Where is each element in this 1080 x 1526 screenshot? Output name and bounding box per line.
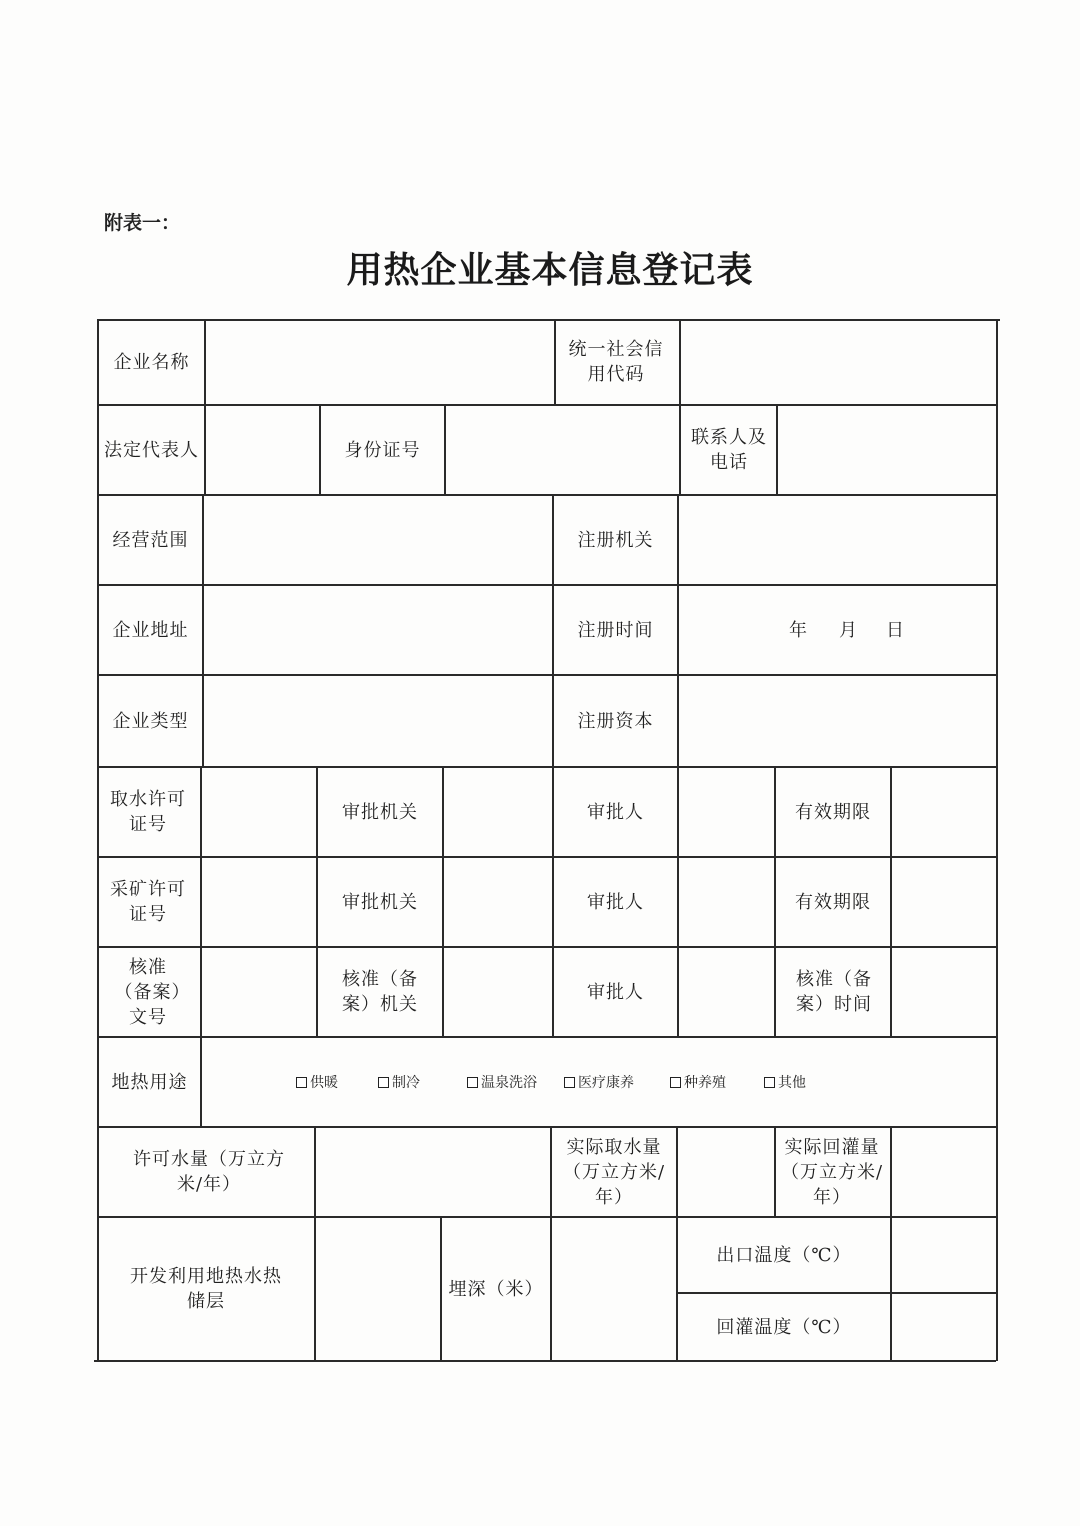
credit-code-value[interactable] (681, 320, 996, 404)
valid-period-value-1[interactable] (892, 768, 996, 856)
reg-time-value[interactable] (679, 586, 996, 674)
reg-authority-value[interactable] (679, 496, 996, 584)
approval-org-label: 核准（备案）机关 (342, 969, 418, 1015)
attachment-label: 附表一： (104, 212, 181, 234)
actual-intake-value[interactable] (678, 1128, 774, 1216)
business-scope-value[interactable] (204, 496, 552, 584)
approval-time-label: 核准（备案）时间 (796, 969, 872, 1015)
reinjection-temp-value[interactable] (892, 1294, 996, 1360)
company-name-value[interactable] (206, 320, 554, 404)
checkbox[interactable] (764, 1077, 775, 1088)
company-type-label: 企业类型 (112, 710, 189, 732)
valid-period-label-1: 有效期限 (795, 801, 871, 823)
credit-code-label: 统一社会信用代码 (568, 339, 664, 385)
approval-doc-value[interactable] (202, 948, 316, 1036)
contact-value[interactable] (778, 406, 996, 494)
approval-doc-label: 核准（备案）文号 (114, 956, 182, 1028)
border-right (996, 321, 998, 1361)
approver-label-3: 审批人 (587, 981, 644, 1003)
water-permit-label: 取水许可证号 (110, 789, 186, 835)
reservoir-value[interactable] (316, 1218, 440, 1360)
permitted-water-value[interactable] (316, 1128, 550, 1216)
reg-capital-value[interactable] (679, 676, 996, 766)
approver-label-1: 审批人 (587, 801, 644, 823)
col-divider (679, 404, 681, 495)
depth-value[interactable] (552, 1218, 676, 1360)
actual-intake-label: 实际取水量（万立方米/年） (562, 1136, 666, 1208)
reg-capital-label: 注册资本 (577, 710, 654, 732)
company-type-value[interactable] (204, 676, 552, 766)
valid-period-value-2[interactable] (892, 858, 996, 946)
use-option-medical[interactable]: 医疗康养 (564, 1072, 634, 1092)
approver-value-1[interactable] (679, 768, 774, 856)
form-title: 用热企业基本信息登记表 (346, 250, 754, 291)
actual-reinjection-value[interactable] (892, 1128, 996, 1216)
use-option-farming[interactable]: 种养殖 (670, 1072, 726, 1092)
depth-label: 埋深（米） (448, 1278, 544, 1300)
checkbox[interactable] (670, 1077, 681, 1088)
checkbox[interactable] (467, 1077, 478, 1088)
year-label: 年 (789, 619, 808, 641)
actual-reinjection-label: 实际回灌量（万立方米/年） (780, 1136, 884, 1208)
col-divider (550, 1126, 552, 1216)
address-value[interactable] (204, 586, 552, 674)
approver-value-3[interactable] (679, 948, 774, 1036)
address-label: 企业地址 (112, 619, 189, 641)
mining-permit-value[interactable] (202, 858, 316, 946)
approver-value-2[interactable] (679, 858, 774, 946)
reinjection-temp-label: 回灌温度（℃） (716, 1316, 852, 1338)
mining-permit-label: 采矿许可证号 (110, 879, 186, 925)
approval-authority-label-2: 审批机关 (342, 891, 418, 913)
valid-period-label-2: 有效期限 (795, 891, 871, 913)
use-option-hotspring[interactable]: 温泉洗浴 (467, 1072, 537, 1092)
border-bottom (94, 1360, 996, 1362)
col-divider (200, 1036, 202, 1126)
legal-rep-label: 法定代表人 (104, 439, 199, 461)
geothermal-use-label: 地热用途 (111, 1071, 188, 1093)
contact-label: 联系人及电话 (691, 427, 767, 473)
col-divider (554, 319, 556, 405)
use-option-other[interactable]: 其他 (764, 1072, 806, 1092)
use-option-cooling[interactable]: 制冷 (378, 1072, 420, 1092)
approval-authority-label-1: 审批机关 (342, 801, 418, 823)
id-number-label: 身份证号 (344, 439, 421, 461)
approval-org-value[interactable] (444, 948, 552, 1036)
reservoir-label: 开发利用地热水热储层 (130, 1266, 282, 1312)
use-option-heating[interactable]: 供暖 (296, 1072, 338, 1092)
approver-label-2: 审批人 (587, 891, 644, 913)
reg-authority-label: 注册机关 (577, 529, 654, 551)
approval-authority-value-2[interactable] (444, 858, 552, 946)
day-label: 日 (886, 619, 905, 641)
water-permit-value[interactable] (202, 768, 316, 856)
checkbox[interactable] (296, 1077, 307, 1088)
reg-time-label: 注册时间 (577, 619, 654, 641)
legal-rep-value[interactable] (206, 406, 319, 494)
outlet-temp-value[interactable] (892, 1218, 996, 1292)
approval-time-value[interactable] (892, 948, 996, 1036)
checkbox[interactable] (564, 1077, 575, 1088)
checkbox[interactable] (378, 1077, 389, 1088)
permitted-water-label: 许可水量（万立方米/年） (133, 1149, 285, 1195)
col-divider (774, 1126, 776, 1216)
geothermal-use-options (294, 1072, 894, 1092)
registration-form (94, 316, 996, 1362)
month-label: 月 (839, 619, 858, 641)
row-divider (98, 1036, 996, 1038)
id-number-value[interactable] (446, 406, 679, 494)
business-scope-label: 经营范围 (112, 529, 189, 551)
approval-authority-value-1[interactable] (444, 768, 552, 856)
company-name-label: 企业名称 (113, 351, 190, 373)
outlet-temp-label: 出口温度（℃） (716, 1244, 852, 1266)
